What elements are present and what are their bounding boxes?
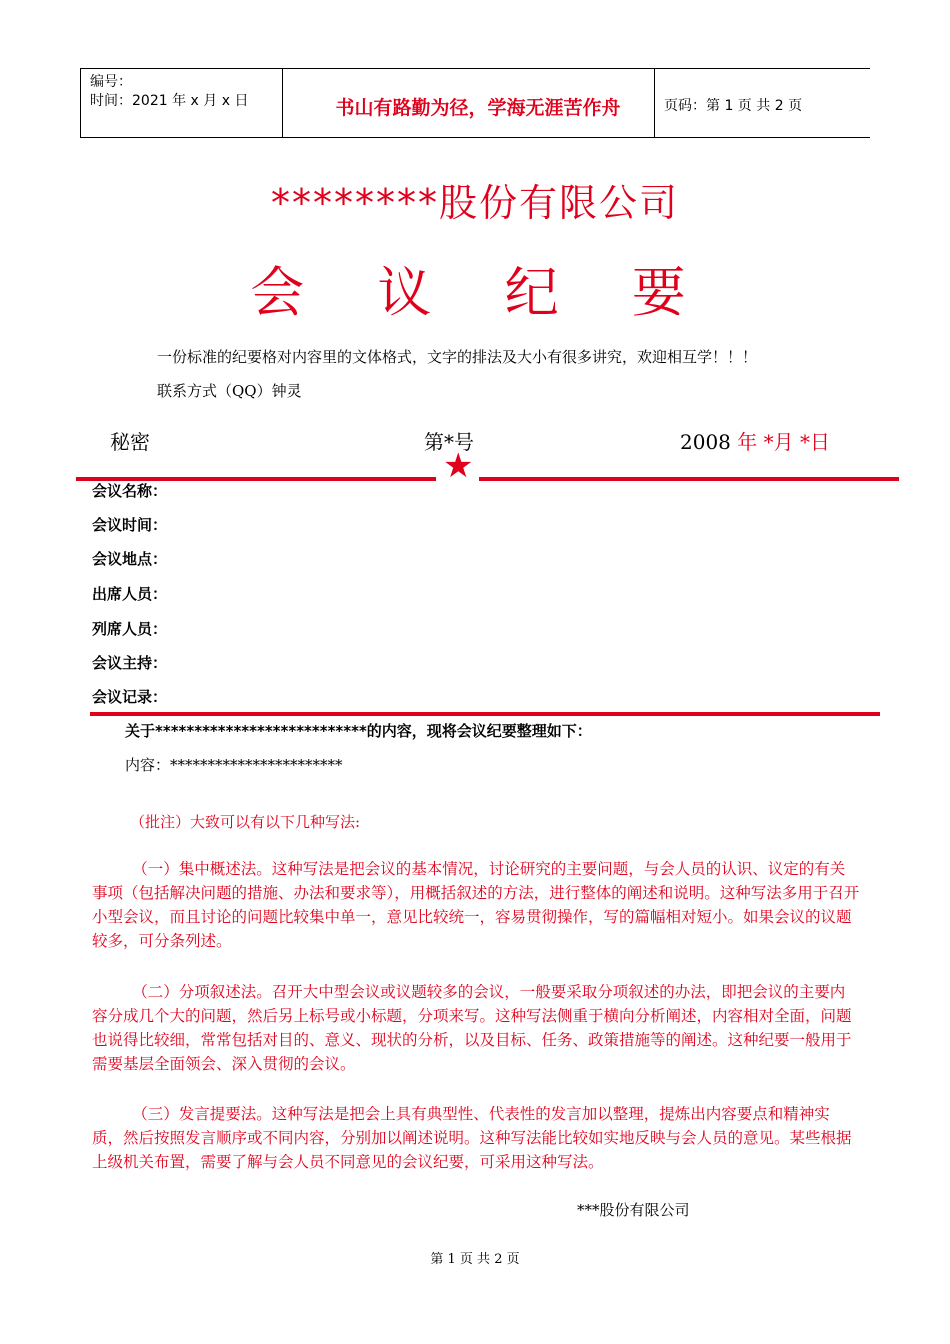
field-recorder: 会议记录： <box>92 688 168 706</box>
paragraph-summary-method: （一）集中概述法。这种写法是把会议的基本情况，讨论研究的主要问题，与会人员的认识、议定的有关事项（包括解决问题的措施、办法和要求等），用概括叙述的方法，进行整体的阐述和说明。这种写法多用于召开小型会议，而且讨论的问题比较集中单一，意见比较统一，容易贯彻操作，写的篇幅相对短小。如果会议的议题较多，可分条列述。 <box>92 860 860 950</box>
intro-line-1: 一份标准的纪要格对内容里的文体格式，文字的排法及大小有很多讲究，欢迎相互学！！！ <box>157 348 758 366</box>
document-date <box>680 426 830 455</box>
company-signature: ***股份有限公司 <box>577 1201 690 1219</box>
field-attendees: 出席人员： <box>92 585 168 603</box>
date-month: *月 <box>763 430 794 454</box>
header-motto: 书山有路勤为径，学海无涯苦作舟 <box>335 97 621 119</box>
header-meta <box>90 73 248 111</box>
document-title: 会 议 纪 要 <box>250 261 714 324</box>
intro-line-2: 联系方式（QQ）钟灵 <box>157 382 302 400</box>
page-footer: 第 1 页 共 2 页 <box>430 1252 520 1267</box>
date-year-unit: 年 <box>737 430 758 454</box>
field-observers: 列席人员： <box>92 620 168 638</box>
star-icon: ★ <box>443 446 474 486</box>
field-meeting-name: 会议名称： <box>92 482 168 500</box>
date-day: *日 <box>799 430 830 454</box>
header-page-info: 页码：第 1 页 共 2 页 <box>664 98 803 114</box>
document-number: 第*号 <box>424 430 474 454</box>
note-heading: （批注）大致可以有以下几种写法: <box>130 813 361 831</box>
paragraph-itemized-method: （二）分项叙述法。召开大中型会议或议题较多的会议，一般要采取分项叙述的办法，即把会议的主要内容分成几个大的问题，然后另上标号或小标题，分项来写。这种写法侧重于横向分析阐述，内容相对全面，问题也说得比较细，常常包括对目的、意义、现状的分析，以及目标、任务、政策措施等的阐述。这种纪要一般用于需要基层全面领会、深入贯彻的会议。 <box>92 983 852 1073</box>
header-table <box>80 68 870 138</box>
time-label: 时间：2021 年 x 月 x 日 <box>90 93 249 109</box>
date-year: 2008 <box>680 430 731 454</box>
red-rule-bottom <box>90 712 880 716</box>
field-meeting-place: 会议地点： <box>92 550 168 568</box>
about-line: 关于***************************的内容，现将会议纪要整理如下： <box>125 722 592 740</box>
red-rule-right <box>479 477 899 481</box>
paragraph-speech-method: （三）发言提要法。这种写法是把会上具有典型性、代表性的发言加以整理，提炼出内容要点和精神实质，然后按照发言顺序或不同内容，分别加以阐述说明。这种写法能比较如实地反映与会人员的意见。某些根据上级机关布置，需要了解与会人员不同意见的会议纪要，可采用这种写法。 <box>92 1105 852 1171</box>
secret-label: 秘密 <box>110 430 150 454</box>
company-title: ********股份有限公司 <box>270 181 679 225</box>
field-meeting-time: 会议时间： <box>92 516 168 534</box>
content-line: 内容：*********************** <box>125 756 343 774</box>
field-host: 会议主持： <box>92 654 168 672</box>
number-label: 编号： <box>90 74 132 90</box>
